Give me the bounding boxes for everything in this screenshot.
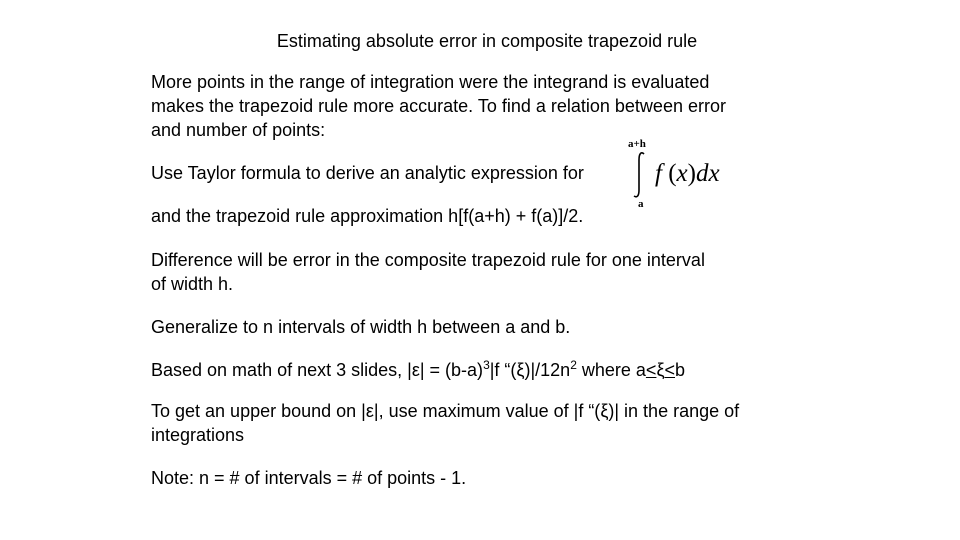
integrand-x: x — [676, 160, 688, 187]
formula-part-4: where a — [576, 360, 646, 380]
upper-bound-paragraph — [151, 399, 831, 447]
xi-symbol: ξ — [516, 360, 525, 380]
integrand — [655, 160, 720, 188]
integrand-dx: dx — [695, 160, 720, 187]
slide-title: Estimating absolute error in composite trapezoid rule — [276, 31, 698, 51]
trapezoid-approximation: and the trapezoid rule approximation h[f(a+h) + f(a)]/2. — [151, 206, 584, 226]
intro-paragraph: More points in the range of integration were the integrand is evaluated makes the trapezoid rule more accurate. To find a relation between error and number of points: — [151, 72, 726, 140]
xi-symbol: ξ — [600, 401, 609, 421]
difference-paragraph: Difference will be error in the composite trapezoid rule for one interval of width h. — [151, 250, 705, 294]
formula-part-1: | = (b-a) — [419, 360, 484, 380]
error-formula-line — [151, 358, 831, 382]
exponent-2: 2 — [570, 358, 577, 372]
integrand-f: f — [655, 160, 662, 187]
formula-end: b — [675, 360, 686, 380]
epsilon-symbol: ε — [365, 401, 374, 421]
xi-symbol: ξ — [656, 360, 665, 380]
integrand-rparen: ) — [687, 160, 696, 187]
upper-bound-suffix: )| in the range of integrations — [151, 401, 740, 445]
taylor-line: Use Taylor formula to derive an analytic expression for — [151, 163, 584, 183]
formula-prefix: Based on math of next 3 slides, | — [151, 360, 412, 380]
formula-part-3: )|/12n — [524, 360, 571, 380]
integral-lower-limit: a — [638, 198, 644, 210]
integral-sign-icon — [632, 151, 646, 199]
integrand-lparen: ( — [661, 160, 677, 187]
formula-part-2: |f “( — [489, 360, 517, 380]
generalize-line: Generalize to n intervals of width h between a and b. — [151, 317, 571, 337]
integral-upper-limit: a+h — [628, 138, 646, 150]
note-line: Note: n = # of intervals = # of points - 1. — [151, 468, 467, 488]
upper-bound-mid: |, use maximum value of |f “( — [373, 401, 601, 421]
less-equal-symbol: < — [664, 360, 676, 380]
less-equal-symbol: < — [645, 360, 657, 380]
exponent-3: 3 — [483, 358, 490, 372]
epsilon-symbol: ε — [411, 360, 420, 380]
upper-bound-prefix: To get an upper bound on | — [151, 401, 366, 421]
